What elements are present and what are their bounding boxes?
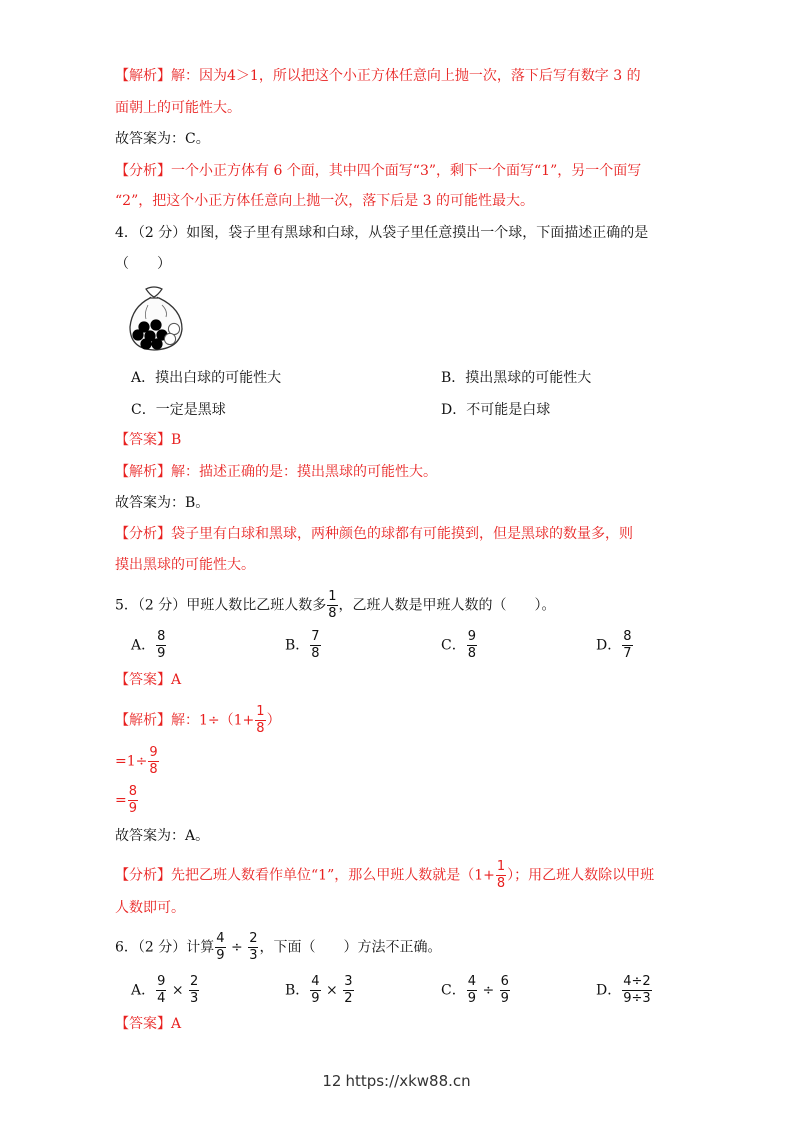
q6-option-b-d2: 2 <box>344 991 353 1006</box>
q5-fenxi-pre: 【分析】先把乙班人数看作单位“1”，那么甲班人数就是（1+ <box>115 867 495 884</box>
bag-of-balls-illustration <box>126 285 190 353</box>
q6-stem-d2: 3 <box>249 948 258 963</box>
q3-answer-line: 故答案为：C。 <box>115 131 210 147</box>
q5-fenxi-post: ）；用乙班人数除以甲班 <box>507 867 655 884</box>
q6-answer: 【答案】A <box>115 1016 182 1032</box>
q5-stem-post: ，乙班人数是甲班人数的（ ）。 <box>338 597 556 614</box>
q4-answer: 【答案】B <box>115 432 182 448</box>
q4-stem-line1: 4．（2 分）如图，袋子里有黑球和白球，从袋子里任意摸出一个球，下面描述正确的是 <box>115 225 649 241</box>
q3-analysis-line1: 【解析】解：因为4＞1，所以把这个小正方体任意向上抛一次，落下后写有数字 3 的 <box>115 68 641 84</box>
q5-fenxi-num: 1 <box>496 859 506 874</box>
black-ball <box>140 338 151 349</box>
q4-fenxi-line2: 摸出黑球的可能性大。 <box>115 557 255 573</box>
page-number: 12 <box>322 1072 342 1090</box>
q6-option-a-n2: 2 <box>190 974 199 989</box>
q6-option-c-d2: 9 <box>500 991 509 1006</box>
q6-option-d-den: 9÷3 <box>623 991 651 1006</box>
q5-stem-pre: 5．（2 分）甲班人数比乙班人数多 <box>115 597 327 614</box>
q5-option-a-label: A． <box>131 637 156 654</box>
q5-stem-frac-num: 1 <box>328 589 337 604</box>
q6-option-b <box>285 975 355 1006</box>
q6-option-c-n2: 6 <box>500 974 509 989</box>
q6-option-d-label: D． <box>596 982 622 999</box>
q6-option-a-op: × <box>167 982 189 999</box>
q6-option-a-d2: 3 <box>190 991 199 1006</box>
q4-analysis: 【解析】解：描述正确的是：摸出黑球的可能性大。 <box>115 464 437 480</box>
q5-answer-line: 故答案为：A。 <box>115 828 210 844</box>
q5-option-b-den: 8 <box>311 646 320 661</box>
q5-fenxi-line2: 人数即可。 <box>115 900 185 916</box>
q4-fenxi-line1: 【分析】袋子里有白球和黑球，两种颜色的球都有可能摸到，但是黑球的数量多，则 <box>115 526 633 542</box>
q6-option-b-d1: 9 <box>311 991 320 1006</box>
q6-stem-pre: 6．（2 分）计算 <box>115 939 215 956</box>
black-ball <box>132 329 143 340</box>
q4-option-c: C．一定是黑球 <box>131 402 226 418</box>
q4-option-d: D．不可能是白球 <box>441 402 551 418</box>
q5-step1-pre: =1÷ <box>115 753 148 770</box>
q5-analysis-pre: 【解析】解：1÷（1+ <box>115 712 255 729</box>
q6-option-a-label: A． <box>131 982 156 999</box>
q5-option-c-num: 9 <box>467 629 476 644</box>
black-ball <box>151 338 162 349</box>
q6-stem <box>115 932 441 963</box>
q5-step2-den: 9 <box>128 801 138 816</box>
q5-analysis-num: 1 <box>256 704 265 719</box>
q5-option-a-num: 8 <box>157 629 166 644</box>
q5-step2 <box>115 785 139 816</box>
q6-stem-post: ，下面（ ）方法不正确。 <box>259 939 442 956</box>
q5-option-a <box>131 630 167 661</box>
q5-option-d-den: 7 <box>623 646 632 661</box>
page-footer <box>0 1072 793 1090</box>
q6-stem-d1: 9 <box>216 948 225 963</box>
q6-option-b-op: × <box>321 982 343 999</box>
q5-option-b <box>285 630 322 661</box>
q5-step1 <box>115 746 160 777</box>
q6-stem-n1: 4 <box>216 931 225 946</box>
black-ball <box>150 319 161 330</box>
q6-option-a-d1: 4 <box>157 991 166 1006</box>
q3-fenxi-line1: 【分析】一个小正方体有 6 个面，其中四个面写“3”，剩下一个面写“1”，另一个面写 <box>115 163 642 179</box>
q5-option-b-label: B． <box>285 637 310 654</box>
q6-option-b-label: B． <box>285 982 310 999</box>
q5-option-c-den: 8 <box>467 646 476 661</box>
q6-option-c-d1: 9 <box>467 991 476 1006</box>
q5-option-c <box>441 630 478 661</box>
q5-stem-frac-den: 8 <box>328 606 337 621</box>
q4-option-b: B．摸出黑球的可能性大 <box>441 370 592 386</box>
q6-option-c-n1: 4 <box>467 974 476 989</box>
q5-stem-fraction <box>327 590 337 621</box>
q5-analysis <box>115 705 281 736</box>
q5-option-d-num: 8 <box>623 629 632 644</box>
q6-option-c <box>441 975 511 1006</box>
q5-option-d <box>596 630 634 661</box>
q5-option-a-den: 9 <box>157 646 166 661</box>
bag-knot <box>146 287 162 297</box>
q4-stem-line2: （ ） <box>115 256 171 272</box>
q5-fenxi-line1 <box>115 860 654 891</box>
q5-analysis-den: 8 <box>256 721 265 736</box>
q6-option-b-n1: 4 <box>311 974 320 989</box>
white-ball <box>164 333 175 344</box>
q6-option-d-num: 4÷2 <box>623 974 651 989</box>
q6-stem-op: ÷ <box>226 939 248 956</box>
q6-option-a <box>131 975 200 1006</box>
q6-stem-n2: 2 <box>249 931 258 946</box>
q4-answer-line: 故答案为：B。 <box>115 495 210 511</box>
q5-stem <box>115 590 556 621</box>
q3-analysis-line2: 面朝上的可能性大。 <box>115 100 241 116</box>
q5-step2-pre: = <box>115 792 127 809</box>
q5-fenxi-den: 8 <box>496 876 506 891</box>
q5-step1-den: 8 <box>149 762 158 777</box>
q5-step2-num: 8 <box>128 784 138 799</box>
q5-step1-num: 9 <box>149 745 158 760</box>
q5-answer: 【答案】A <box>115 672 182 688</box>
q6-option-b-n2: 3 <box>344 974 353 989</box>
q3-fenxi-line2: “2”，把这个小正方体任意向上抛一次，落下后是 3 的可能性最大。 <box>115 193 535 209</box>
q6-option-c-op: ÷ <box>478 982 499 999</box>
q6-option-c-label: C． <box>441 982 466 999</box>
site-link[interactable]: https://xkw88.cn <box>345 1072 471 1090</box>
q5-analysis-post: ） <box>266 712 281 729</box>
q5-option-c-label: C． <box>441 637 466 654</box>
q6-option-d <box>596 975 653 1006</box>
q5-option-d-label: D． <box>596 637 622 654</box>
q6-option-a-n1: 9 <box>157 974 166 989</box>
q4-option-a: A．摸出白球的可能性大 <box>131 370 282 386</box>
q5-option-b-num: 7 <box>311 629 320 644</box>
